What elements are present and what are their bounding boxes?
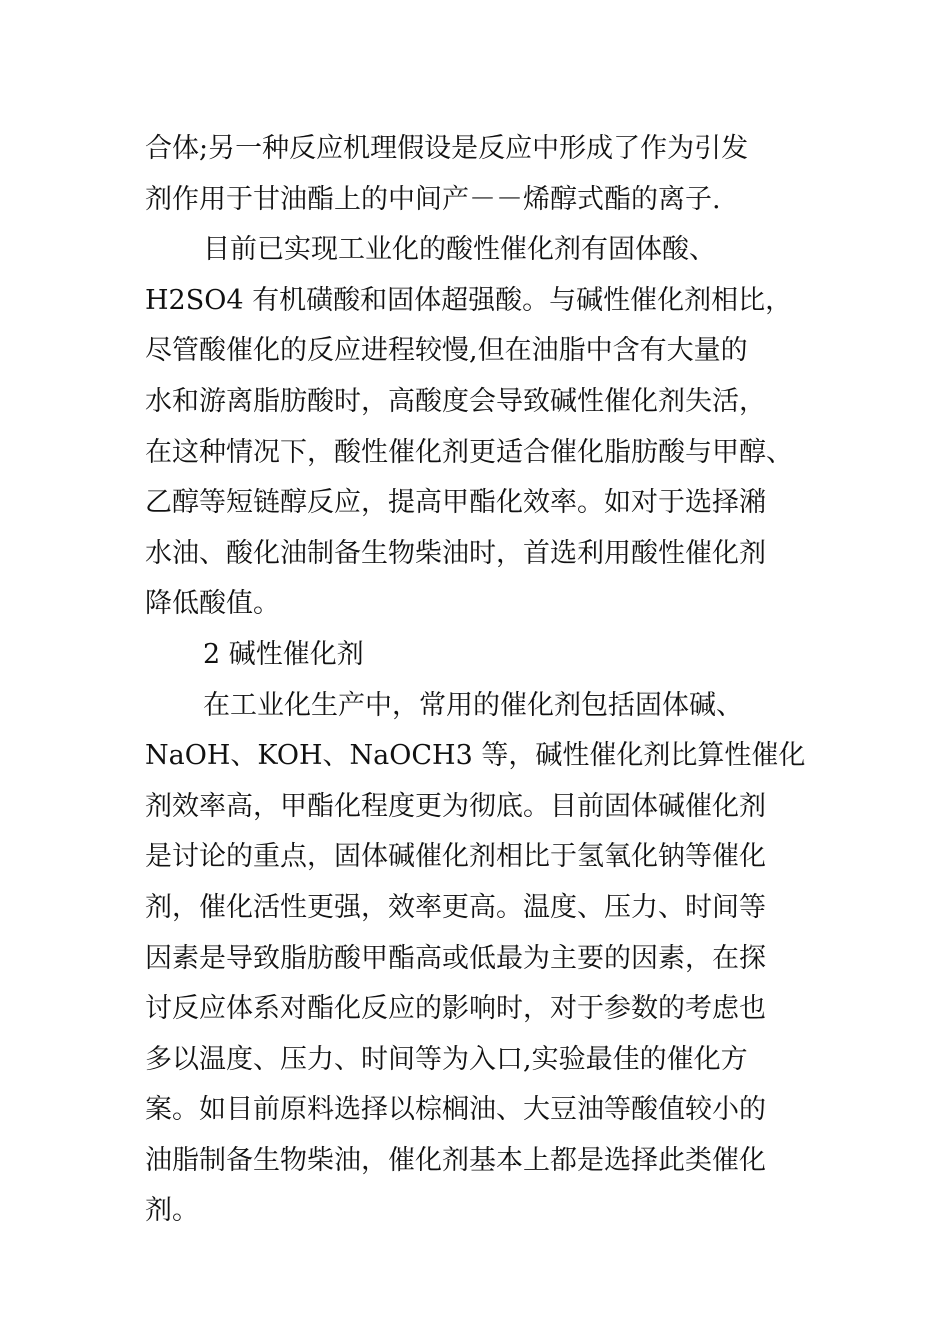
paragraph-first-line: 在工业化生产中，常用的催化剂包括固体碱、 bbox=[203, 689, 743, 721]
text-line: 油脂制备生物柴油，催化剂基本上都是选择此类催化 bbox=[145, 1144, 766, 1176]
text-line: H2SO4 有机磺酸和固体超强酸。与碱性催化剂相比， bbox=[145, 284, 793, 316]
text-line: 在这种情况下，酸性催化剂更适合催化脂肪酸与甲醇、 bbox=[145, 436, 793, 468]
text-line: 合体;另一种反应机理假设是反应中形成了作为引发 bbox=[145, 133, 749, 164]
text-line: 是讨论的重点，固体碱催化剂相比于氢氧化钠等催化 bbox=[145, 841, 766, 873]
text-line: 剂作用于甘油酯上的中间产－－烯醇式酯的离子. bbox=[145, 183, 721, 215]
text-line: 剂效率高，甲酯化程度更为彻底。目前固体碱催化剂 bbox=[145, 790, 766, 822]
text-line: 尽管酸催化的反应进程较慢,但在油脂中含有大量的 bbox=[145, 335, 748, 367]
text-line: 多以温度、压力、时间等为入口,实验最佳的催化方 bbox=[145, 1043, 748, 1075]
text-line: 剂，催化活性更强，效率更高。温度、压力、时间等 bbox=[145, 891, 766, 923]
text-line: 水和游离脂肪酸时，高酸度会导致碱性催化剂失活， bbox=[145, 385, 766, 417]
text-line: 水油、酸化油制备生物柴油时，首选利用酸性催化剂 bbox=[145, 537, 766, 569]
text-line: NaOH、KOH、NaOCH3 等，碱性催化剂比算性催化 bbox=[145, 740, 806, 772]
text-line: 讨反应体系对酯化反应的影响时，对于参数的考虑也 bbox=[145, 993, 766, 1025]
section-heading: 2 碱性催化剂 bbox=[203, 638, 364, 670]
text-line: 降低酸值。 bbox=[145, 588, 280, 620]
body-text bbox=[145, 124, 845, 1237]
text-line: 案。如目前原料选择以棕榈油、大豆油等酸值较小的 bbox=[145, 1094, 766, 1126]
paragraph-first-line: 目前已实现工业化的酸性催化剂有固体酸、 bbox=[203, 234, 716, 266]
text-line: 因素是导致脂肪酸甲酯高或低最为主要的因素，在探 bbox=[145, 942, 766, 974]
text-line: 乙醇等短链醇反应，提高甲酯化效率。如对于选择潲 bbox=[145, 487, 766, 519]
text-line: 剂。 bbox=[145, 1195, 199, 1227]
